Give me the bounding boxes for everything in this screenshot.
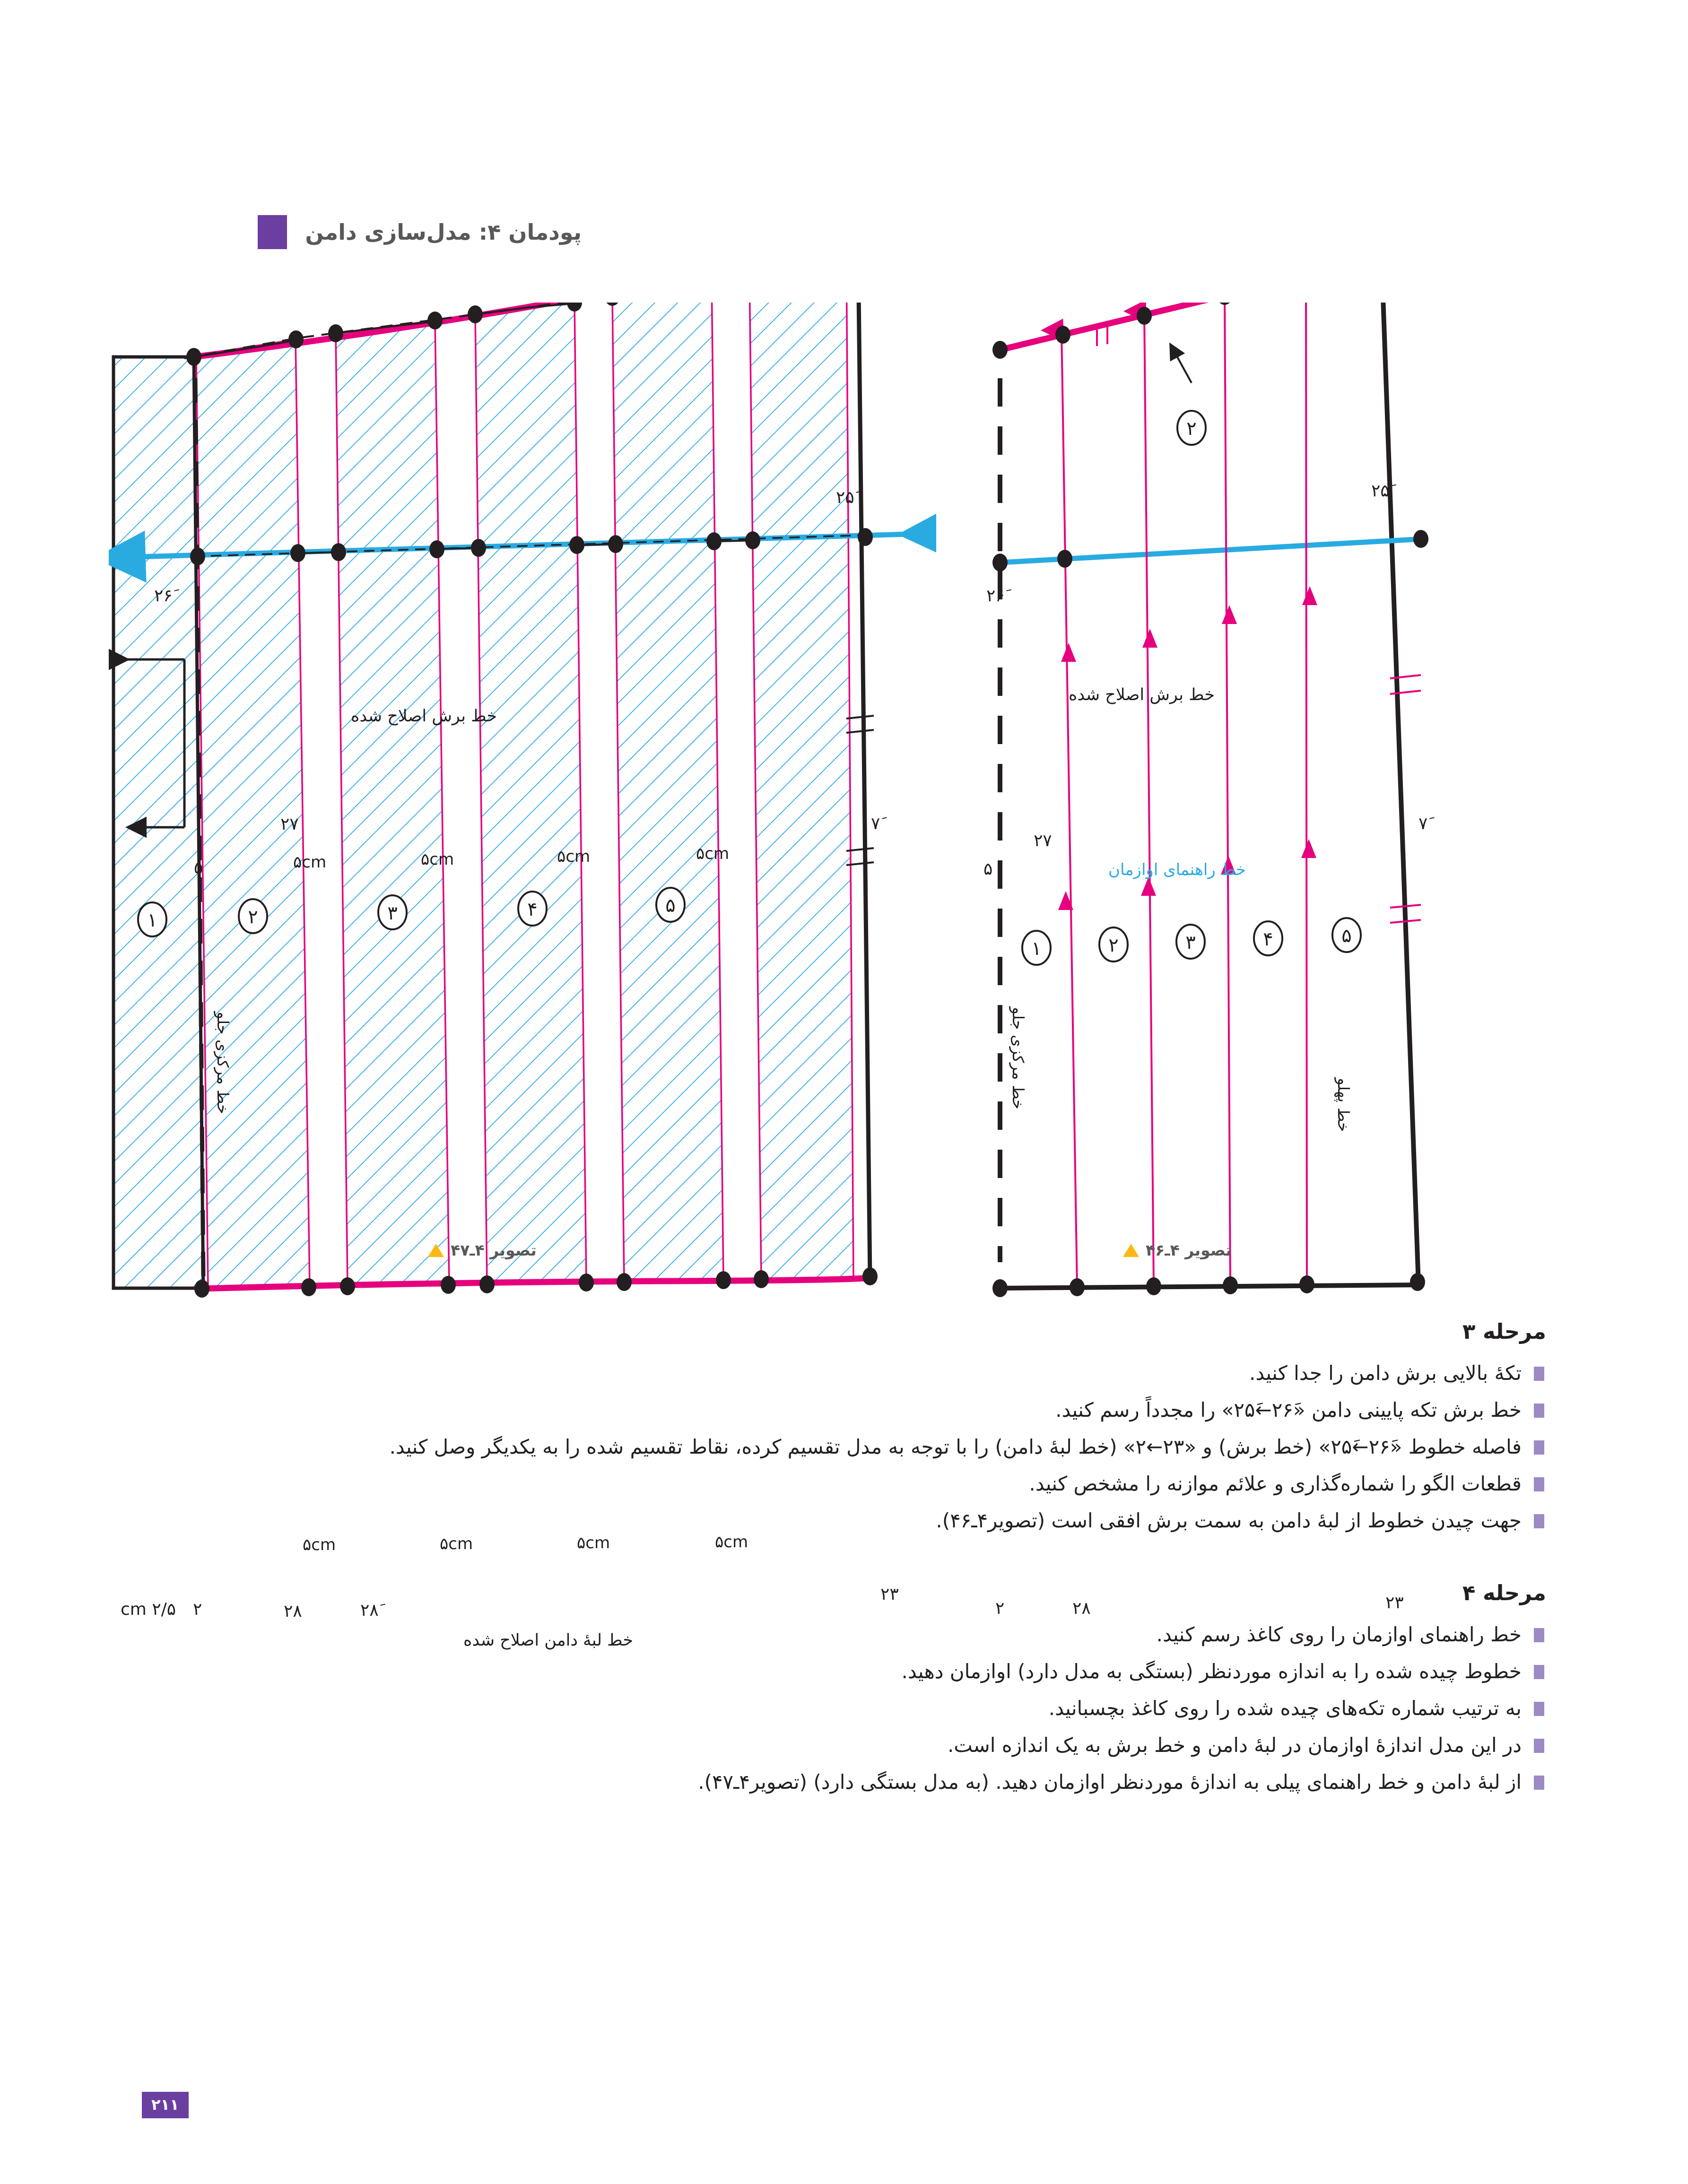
label-23-left: ۲۳: [880, 1585, 899, 1604]
caption-triangle-icon-left: [428, 1244, 444, 1257]
step-4-title: مرحله ۴: [1462, 1580, 1546, 1606]
label-2-left: ۲: [193, 1600, 202, 1619]
label-hip-5cm-4: ۵cm: [696, 844, 730, 863]
page-header-title: پودمان ۴: مدل‌سازی دامن: [305, 219, 582, 245]
svg-text:۴: ۴: [527, 899, 538, 920]
cut-line-pointer: [1170, 344, 1192, 383]
label-hem-5cm-4: ۵cm: [715, 1533, 748, 1551]
svg-text:۳: ۳: [1185, 932, 1196, 953]
label-25prime-right: ۲۵َ: [1371, 481, 1390, 501]
label-hem-5cm-3: ۵cm: [577, 1534, 610, 1552]
figure-4-46-diagram: [955, 303, 1452, 1309]
label-2-right: ۲: [995, 1599, 1005, 1618]
header-color-swatch: [258, 215, 287, 249]
label-center-front-left: خط مرکزی جلو: [214, 1012, 232, 1114]
label-27-left: ۲۷: [280, 815, 299, 834]
pattern-piece-1: [113, 357, 203, 1288]
step-4-bullet-3: به ترتیب شماره تکه‌های چیده شده را روی کاغذ بچسبانید.: [270, 1692, 1546, 1725]
svg-text:۵: ۵: [1341, 925, 1352, 947]
label-28-right: ۲۸: [1072, 1599, 1091, 1618]
figure-4-47-caption: [428, 1241, 537, 1259]
label-center-front-right: خط مرکزی جلو: [1009, 1007, 1027, 1109]
label-23-right: ۲۳: [1385, 1593, 1404, 1612]
step-4-bullet-5: از لبۀ دامن و خط راهنمای پیلی به اندازۀ موردنظر اوازمان دهید. (به مدل بستگی دارد) (تصویر۴ـ۴۷).: [270, 1766, 1546, 1798]
caption-text-right: تصویر ۴ـ۴۶: [1146, 1241, 1232, 1259]
label-drape-guide-line-right: خط راهنمای اوازمان: [1108, 860, 1246, 879]
pattern-piece-4: [475, 303, 586, 1284]
label-7prime-right: ۷َ: [1418, 814, 1428, 833]
label-25cm-left: ۲/۵ cm: [121, 1600, 176, 1619]
svg-text:۲: ۲: [1186, 418, 1197, 440]
label-5-left: ۵: [194, 858, 203, 877]
step-4-bullet-list: [270, 1619, 1546, 1798]
label-side-line-right: خط پهلو: [1334, 1078, 1353, 1132]
step-3-bullet-list: [270, 1357, 1546, 1537]
corrected-cut-line: [1000, 303, 1382, 350]
step-4-bullet-1: خط راهنمای اوازمان را روی کاغذ رسم کنید.: [270, 1619, 1546, 1651]
step-3-bullet-3: فاصله خطوط «۲۶َ←۲۵َ» (خط برش) و «۲۳←۲» (خط لبۀ دامن) را با توجه به مدل تقسیم کرده، نقاط تقسیم شده را به یکدیگر وصل کنید.: [270, 1431, 1546, 1463]
label-corrected-hem-line-left: خط لبۀ دامن اصلاح شده: [463, 1631, 634, 1650]
slash-lines: [1062, 303, 1307, 1287]
figure-4-47-diagram: [109, 303, 936, 1309]
piece-number-badges: [1022, 918, 1361, 965]
label-26prime-right: ۲۶َ: [986, 586, 1005, 606]
label-7prime-left: ۷َ: [871, 814, 880, 833]
pattern-piece-5: [612, 303, 723, 1282]
label-5-right: ۵: [983, 859, 993, 879]
label-27-right: ۲۷: [1034, 831, 1052, 850]
svg-text:۱: ۱: [147, 910, 157, 931]
label-26prime-left: ۲۶َ: [154, 586, 173, 606]
svg-text:۴: ۴: [1263, 928, 1273, 950]
caption-triangle-icon-right: [1123, 1244, 1139, 1257]
pattern-piece-2: [196, 339, 310, 1288]
page-number-text: ۲۱۱: [142, 2092, 189, 2118]
label-28-left: ۲۸: [284, 1602, 302, 1621]
label-25prime-left: ۲۵َ: [836, 488, 854, 507]
top-piece-number-badge: [1177, 411, 1206, 445]
page-number: [142, 2092, 189, 2118]
svg-text:۱: ۱: [1031, 938, 1042, 960]
svg-text:۲: ۲: [1108, 935, 1119, 956]
page-header: [258, 215, 582, 249]
step-3-title: مرحله ۳: [1462, 1319, 1546, 1344]
svg-text:۲: ۲: [248, 906, 258, 928]
side-seam-line: [858, 303, 870, 1278]
instructions-content: [270, 1319, 1546, 1803]
svg-text:۵: ۵: [665, 895, 676, 917]
pattern-piece-6: [749, 303, 853, 1279]
label-corrected-cut-line-right: خط برش اصلاح شده: [1069, 685, 1215, 704]
label-hip-5cm-1: ۵cm: [293, 853, 327, 872]
label-hem-5cm-1: ۵cm: [303, 1535, 336, 1554]
step-3-bullet-5: جهت چیدن خطوط از لبۀ دامن به سمت برش افقی است (تصویر۴ـ۴۶).: [270, 1505, 1546, 1537]
svg-text:۳: ۳: [387, 902, 398, 924]
label-hip-5cm-3: ۵cm: [557, 847, 591, 866]
step-4-bullet-4: در این مدل اندازۀ اوازمان در لبۀ دامن و خط برش به یک اندازه است.: [270, 1729, 1546, 1761]
step-4-bullet-2: خطوط چیده شده را به اندازه موردنظر (بستگی به مدل دارد) اوازمان دهید.: [270, 1655, 1546, 1688]
step-3-bullet-1: تکۀ بالایی برش دامن را جدا کنید.: [270, 1357, 1546, 1389]
figure-4-46-caption: [1123, 1241, 1232, 1259]
step-3-bullet-2: خط برش تکه پایینی دامن «۲۶َ←۲۵َ» را مجدداً رسم کنید.: [270, 1394, 1546, 1426]
label-28prime-left: ۲۸َ: [360, 1601, 379, 1620]
label-hip-5cm-2: ۵cm: [421, 850, 454, 869]
caption-text-left: تصویر ۴ـ۴۷: [451, 1241, 537, 1259]
cut-line-node-dots: [992, 303, 1389, 359]
pattern-piece-3: [336, 321, 449, 1286]
label-hem-5cm-2: ۵cm: [440, 1534, 473, 1553]
label-corrected-cut-line-left: خط برش اصلاح شده: [351, 707, 497, 726]
step-3-bullet-4: قطعات الگو را شماره‌گذاری و علائم موازنه را مشخص کنید.: [270, 1468, 1546, 1500]
